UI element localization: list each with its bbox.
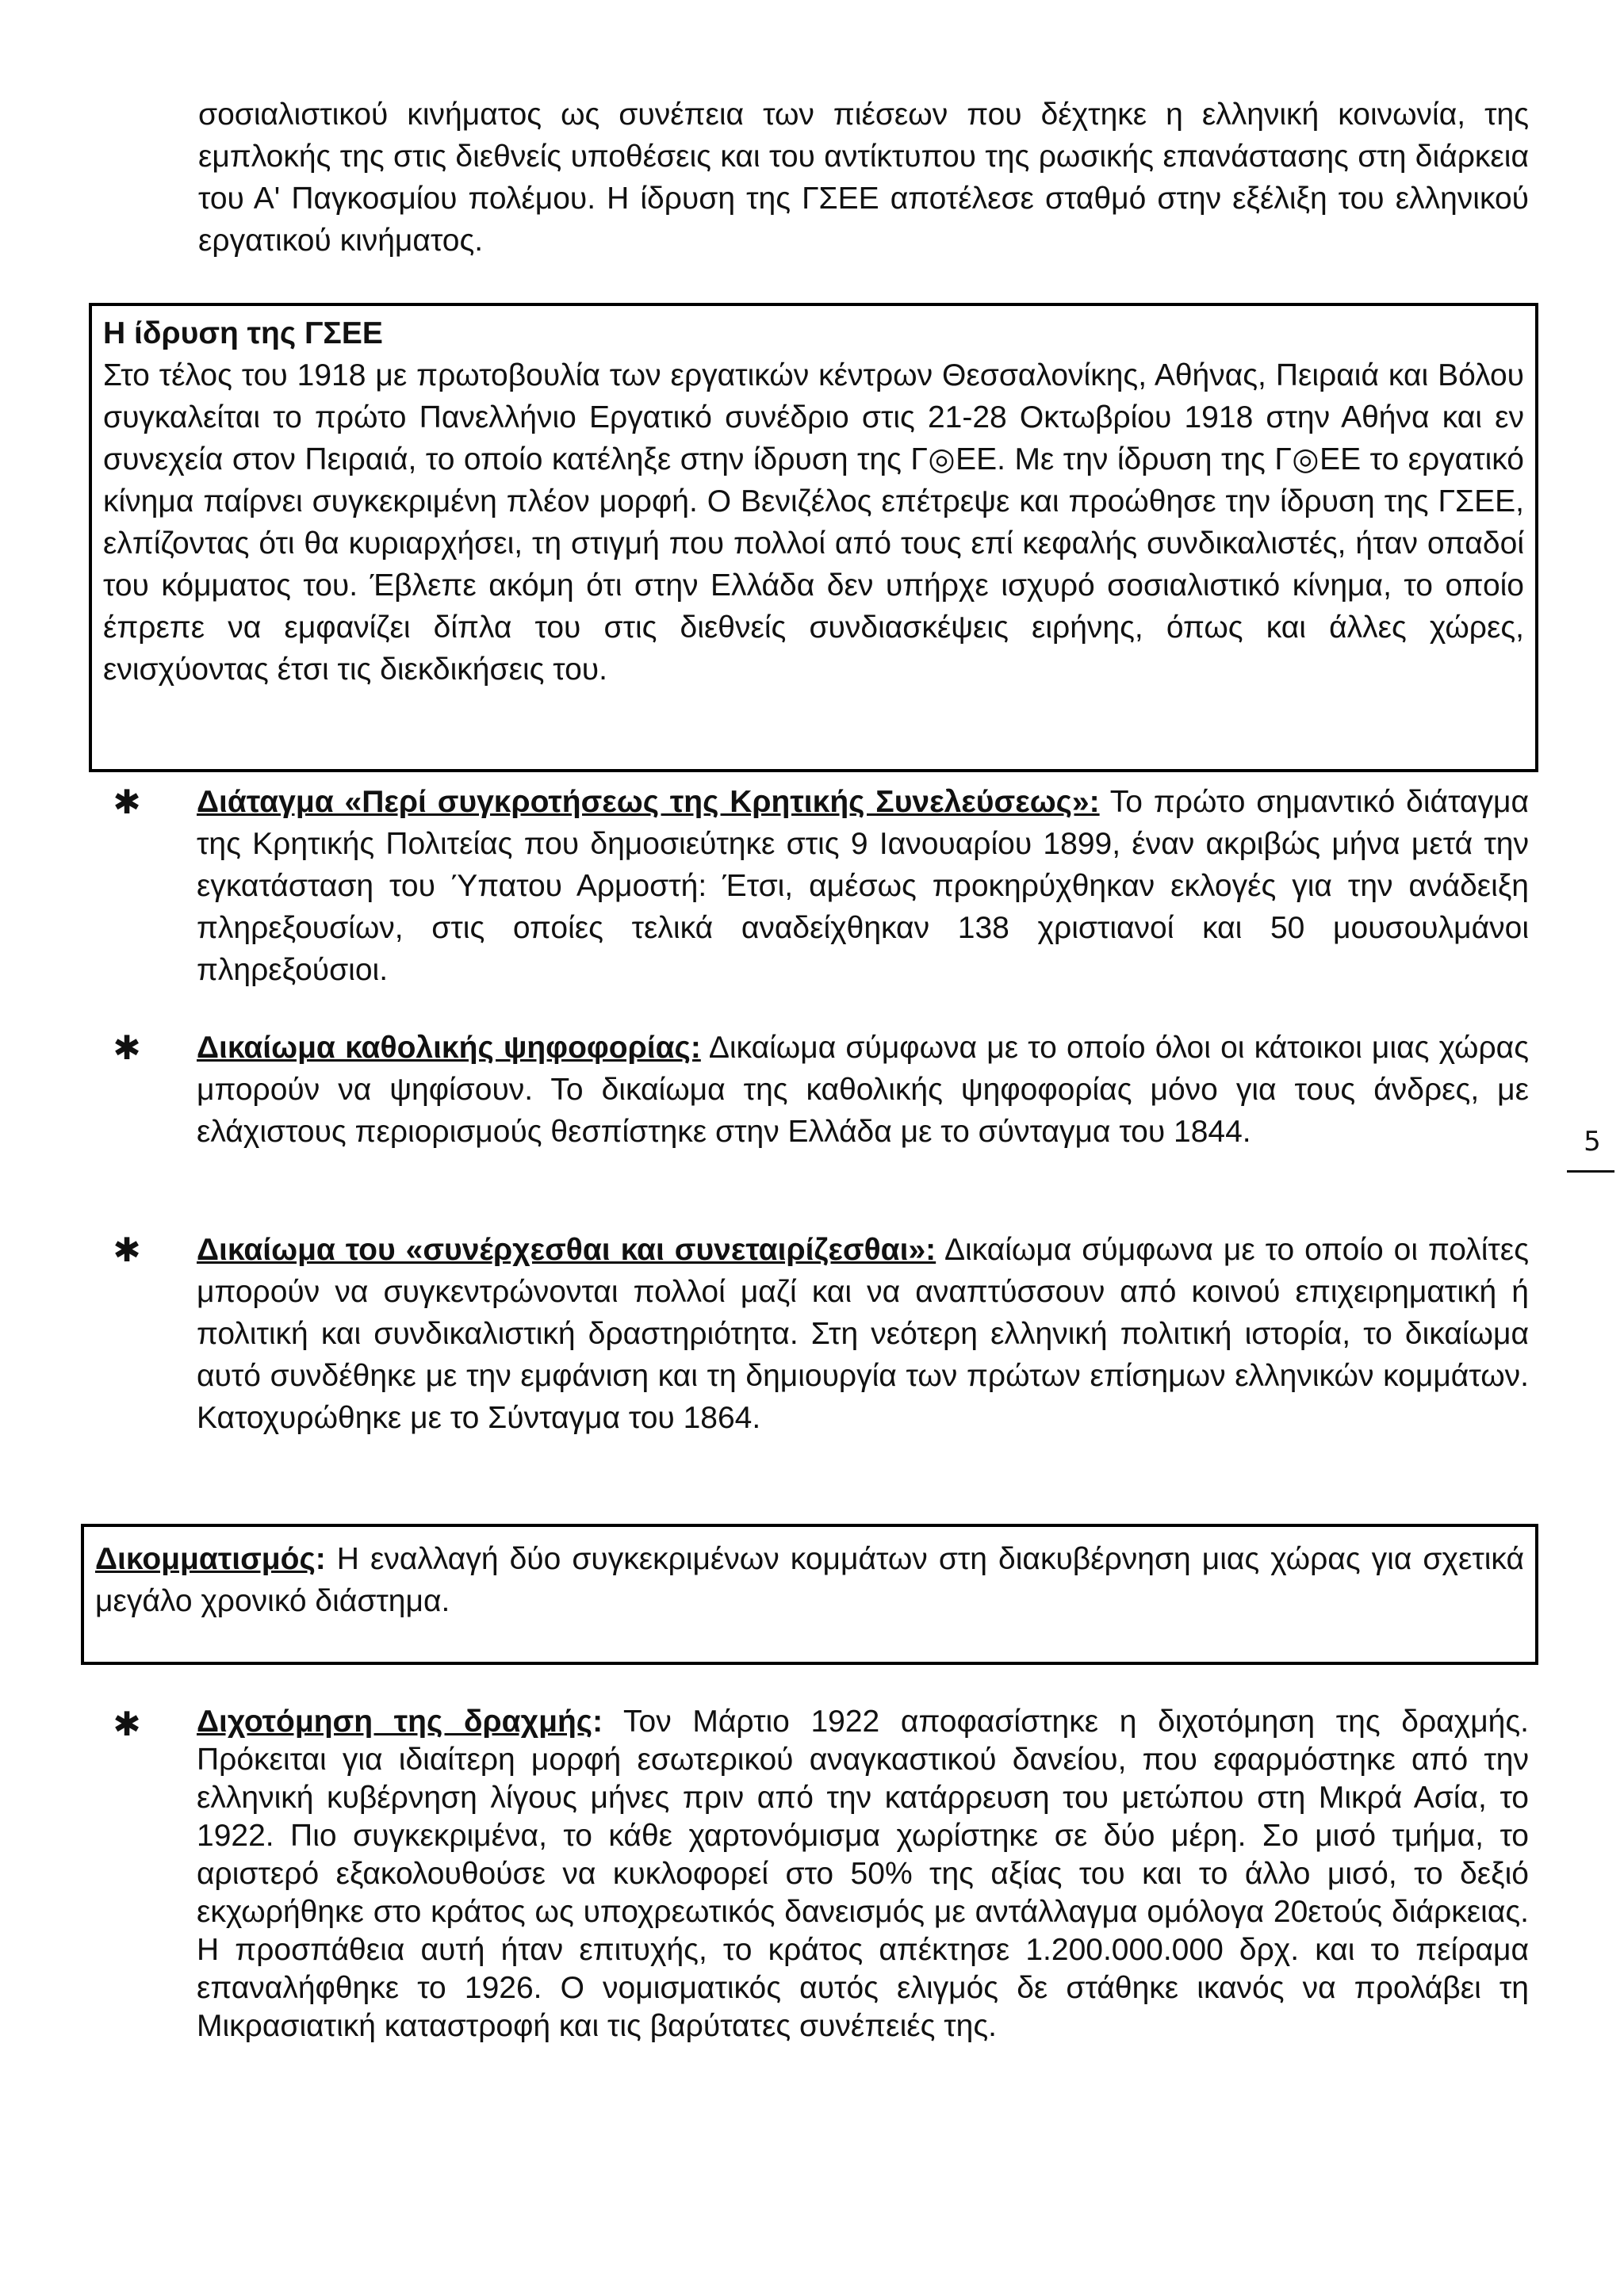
bullet-cretan-assembly-decree [113,781,1529,991]
gsee-box-body: Στο τέλος του 1918 με πρωτοβουλία των εργατικών κέντρων Θεσσαλονίκης, Αθήνας, Πειραιά και Βόλου συγκαλείται το πρώτο Πανελλήνιο Εργατικό συνέδριο στις 21-28 Οκτωβρίου 1918 στην Αθήνα και εν συνεχεία στον Πειραιά, το οποίο κατέληξε στην ίδρυση της Γ◎ΕΕ. Με την ίδρυση της Γ◎ΕΕ το εργατικό κίνημα παίρνει συγκεκριμένη πλέον μορφή. Ο Βενιζέλος επέτρεψε και προώθησε την ίδρυση της ΓΣΕΕ, ελπίζοντας ότι θα κυριαρχήσει, τη στιγμή που πολλοί από τους επί κεφαλής συνδικαλιστές, ήταν οπαδοί του κόμματος του. Έβλεπε ακόμη ότι στην Ελλάδα δεν υπήρχε ισχυρό σοσιαλιστικό κίνημα, το οποίο έπρεπε να εμφανίζει δίπλα του στις διεθνείς συνδιασκέψεις ειρήνης, όπως και άλλες χώρες, ενισχύοντας έτσι τις διεκδικήσεις του. [103,358,1524,687]
two-party-system-term: Δικομματισμός [95,1542,316,1576]
bullet-definition: Δικαίωμα σύμφωνα με το οποίο οι πολίτες μπορούν να συγκεντρώνονται πολλοί μαζί και να αναπτύσσουν από κοινού επιχειρηματική ή πολιτική και συνδικαλιστική δραστηριότητα. Στη νεότερη ελληνική πολιτική ιστορία, το δικαίωμα αυτό συνδέθηκε με την εμφάνιση και τη δημιουργία των πρώτων επίσημων ελληνικών κομμάτων. Κατοχυρώθηκε με το Σύνταγμα του 1864. [197,1233,1529,1435]
asterisk-bullet-icon: ✱ [113,783,141,821]
bullet-text [197,1229,1529,1439]
page-number-rule [1567,1170,1614,1173]
two-party-system-box [81,1524,1538,1665]
two-party-system-text [95,1538,1524,1622]
bullet-term: Διάταγμα «Περί συγκροτήσεως της Κρητικής Συνελεύσεως»: [197,785,1100,819]
bullet-definition: Δικαίωμα σύμφωνα με το οποίο όλοι οι κάτοικοι μιας χώρας μπορούν να ψηφίσουν. Το δικαίωμα της καθολικής ψηφοφορίας μόνο για τους άνδρες, με ελάχιστους περιορισμούς θεσπίστηκε στην Ελλάδα με το σύνταγμα του 1844. [197,1031,1529,1149]
term-colon: : [315,1542,326,1576]
asterisk-bullet-icon: ✱ [113,1029,141,1066]
bullet-universal-suffrage [113,1027,1529,1153]
bullet-text [197,1027,1529,1153]
gsee-info-box [89,303,1538,772]
bullet-text [197,781,1529,991]
bullet-right-of-assembly [113,1229,1529,1439]
bullet-term: Διχοτόμηση της δραχμής [197,1705,593,1739]
intro-paragraph: σοσιαλιστικού κινήματος ως συνέπεια των πιέσεων που δέχτηκε η ελληνική κοινωνία, της εμπλοκής της στις διεθνείς υποθέσεις και του αντίκτυπου της ρωσικής επανάστασης στη διάρκεια του Α' Παγκοσμίου πολέμου. Η ίδρυση της ΓΣΕΕ αποτέλεσε σταθμό στην εξέλιξη του ελληνικού εργατικού κινήματος. [198,98,1529,258]
bullet-term: Δικαίωμα καθολικής ψηφοφορίας: [197,1031,701,1065]
bullet-term: Δικαίωμα του «συνέρχεσθαι και συνεταιρίζεσθαι»: [197,1233,936,1267]
asterisk-bullet-icon: ✱ [113,1231,141,1269]
bullet-definition: Το πρώτο σημαντικό διάταγμα της Κρητικής Πολιτείας που δημοσιεύτηκε στις 9 Ιανουαρίου 1899, έναν ακριβώς μήνα μετά την εγκατάσταση του Ύπατου Αρμοστή: Έτσι, αμέσως προκηρύχθηκαν εκλογές για την ανάδειξη πληρεξουσίων, στις οποίες τελικά αναδείχθηκαν 138 χριστιανοί και 50 μουσουλμάνοι πληρεξούσιοι. [197,785,1529,987]
term-colon: : [592,1705,603,1739]
two-party-system-definition: Η εναλλαγή δύο συγκεκριμένων κομμάτων στη διακυβέρνηση μιας χώρας για σχετικά μεγάλο χρονικό διάστημα. [95,1542,1524,1618]
page-number: 5 [1584,1126,1601,1158]
bullet-drachma-split [113,1703,1529,2045]
bullet-text [197,1703,1529,2045]
gsee-box-title: Η ίδρυση της ΓΣΕΕ [103,316,383,350]
bullet-definition: Τον Μάρτιο 1922 αποφασίστηκε η διχοτόμηση της δραχμής. Πρόκειται για ιδιαίτερη μορφή εσωτερικού αναγκαστικού δανείου, που εφαρμόστηκε από την ελληνική κυβέρνηση λίγους μήνες πριν από την κατάρρευση του μετώπου στη Μικρά Ασία, το 1922. Πιο συγκεκριμένα, το κάθε χαρτονόμισμα χωρίστηκε σε δύο μέρη. Σο μισό τμήμα, το αριστερό εξακολουθούσε να κυκλοφορεί στο 50% της αξίας του και το άλλο μισό, το δεξιό εκχωρήθηκε στο κράτος ως υποχρεωτικός δανεισμός με αντάλλαγμα ομόλογα 20ετούς διάρκειας. Η προσπάθεια αυτή ήταν επιτυχής, το κράτος απέκτησε 1.200.000.000 δρχ. και το πείραμα επαναλήφθηκε το 1926. Ο νομισματικός αυτός ελιγμός δε στάθηκε ικανός να προλάβει τη Μικρασιατική καταστροφή και τις βαρύτατες συνέπειές της. [197,1705,1529,2043]
asterisk-bullet-icon: ✱ [113,1705,141,1743]
